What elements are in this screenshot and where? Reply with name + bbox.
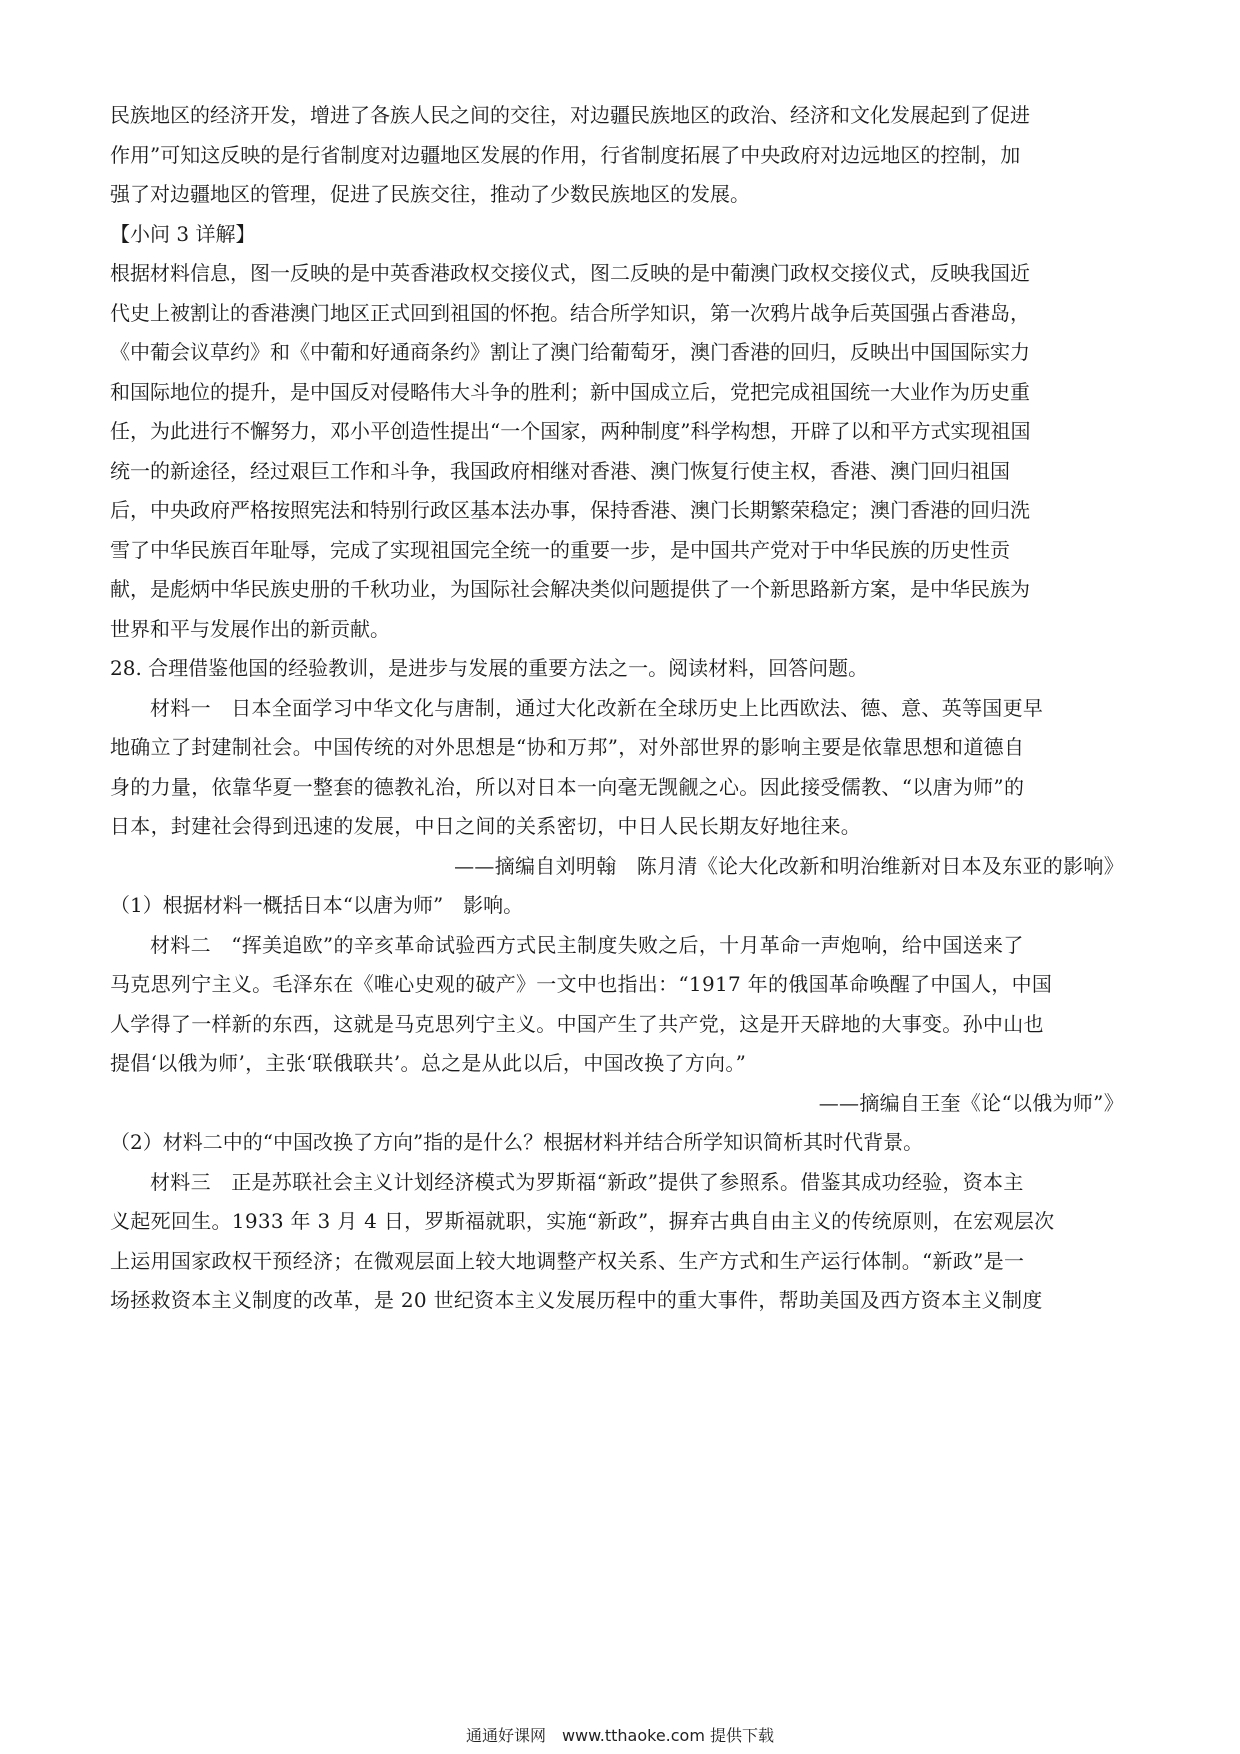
page-footer: 通通好课网 www.tthaoke.com 提供下载: [465, 1726, 775, 1745]
text-line: 根据材料信息，图一反映的是中英香港政权交接仪式，图二反映的是中葡澳门政权交接仪式，反映我国近: [110, 261, 1030, 285]
material-line: 上运用国家政权干预经济；在微观层面上较大地调整产权关系、生产方式和生产运行体制。“新政”是一: [110, 1248, 1025, 1273]
material-line: 材料一 日本全面学习中华文化与唐制，通过大化改新在全球历史上比西欧法、德、意、英等国更早: [150, 695, 1044, 720]
subquestion-3-heading: 【小问 3 详解】: [110, 221, 256, 246]
material-line: 马克思列宁主义。毛泽东在《唯心史观的破产》一文中也指出：“1917 年的俄国革命唤醒了中国人，中国: [110, 972, 1053, 996]
text-line: 后，中央政府严格按照宪法和特别行政区基本法办事，保持香港、澳门长期繁荣稳定；澳门香港的回归洗: [110, 498, 1030, 522]
text-line: 强了对边疆地区的管理，促进了民族交往，推动了少数民族地区的发展。: [110, 182, 750, 206]
material-1-source: ——摘编自刘明翰 陈月清《论大化改新和明治维新对日本及东亚的影响》: [454, 853, 1124, 878]
text-line: 作用”可知这反映的是行省制度对边疆地区发展的作用，行省制度拓展了中央政府对边远地区的控制，加: [110, 142, 1021, 167]
text-line: 《中葡会议草约》和《中葡和好通商条约》割让了澳门给葡萄牙，澳门香港的回归，反映出中国国际实力: [110, 340, 1030, 364]
previous-answer-paragraph: [110, 96, 1130, 215]
material-2-source: ——摘编自王奎《论“以俄为师”》: [818, 1090, 1124, 1115]
document-body: [110, 96, 1130, 1321]
question-28-stem: 28. 合理借鉴他国的经验教训，是进步与发展的重要方法之一。阅读材料，回答问题。: [110, 656, 869, 680]
subquestion-3-answer: [110, 254, 1130, 649]
text-line: 雪了中华民族百年耻辱，完成了实现祖国完全统一的重要一步，是中国共产党对于中华民族的历史性贡: [110, 537, 1010, 562]
subquestion-1-prompt: （1）根据材料一概括日本“以唐为师” 影响。: [110, 893, 524, 917]
text-line: 世界和平与发展作出的新贡献。: [110, 616, 390, 641]
material-line: 人学得了一样新的东西，这就是马克思列宁主义。中国产生了共产党，这是开天辟地的大事变。孙中山也: [110, 1011, 1044, 1036]
material-line: 材料二 “挥美追欧”的辛亥革命试验西方式民主制度失败之后，十月革命一声炮响，给中国送来了: [150, 932, 1024, 957]
subquestion-2-prompt: （2）材料二中的“中国改换了方向”指的是什么？根据材料并结合所学知识简析其时代背景。: [110, 1130, 924, 1154]
material-2: [110, 926, 1130, 1124]
material-line: 场拯救资本主义制度的改革，是 20 世纪资本主义发展历程中的重大事件，帮助美国及西方资本主义制度: [110, 1288, 1043, 1312]
material-line: 提倡‘以俄为师’，主张‘联俄联共’。总之是从此以后，中国改换了方向。”: [110, 1051, 747, 1075]
material-3: [110, 1163, 1130, 1321]
text-line: 献，是彪炳中华民族史册的千秋功业，为国际社会解决类似问题提供了一个新思路新方案，是中华民族为: [110, 577, 1030, 601]
material-1: [110, 689, 1130, 887]
material-line: 日本，封建社会得到迅速的发展，中日之间的关系密切，中日人民长期友好地往来。: [110, 814, 862, 838]
text-line: 民族地区的经济开发，增进了各族人民之间的交往，对边疆民族地区的政治、经济和文化发展起到了促进: [110, 103, 1030, 127]
text-line: 统一的新途径，经过艰巨工作和斗争，我国政府相继对香港、澳门恢复行使主权，香港、澳门回归祖国: [110, 458, 1010, 483]
text-line: 任，为此进行不懈努力，邓小平创造性提出“一个国家，两种制度”科学构想，开辟了以和平方式实现祖国: [110, 419, 1031, 443]
text-line: 和国际地位的提升，是中国反对侵略伟大斗争的胜利；新中国成立后，党把完成祖国统一大业作为历史重: [110, 379, 1030, 404]
material-line: 义起死回生。1933 年 3 月 4 日，罗斯福就职，实施“新政”，摒弃古典自由主义的传统原则，在宏观层次: [110, 1209, 1055, 1233]
material-line: 身的力量，依靠华夏一整套的德教礼治，所以对日本一向毫无觊觎之心。因此接受儒教、“以唐为师”的: [110, 774, 1025, 799]
material-line: 材料三 正是苏联社会主义计划经济模式为罗斯福“新政”提供了参照系。借鉴其成功经验，资本主: [150, 1169, 1024, 1194]
material-line: 地确立了封建制社会。中国传统的对外思想是“协和万邦”，对外部世界的影响主要是依靠思想和道德自: [110, 735, 1025, 759]
text-line: 代史上被割让的香港澳门地区正式回到祖国的怀抱。结合所学知识，第一次鸦片战争后英国强占香港岛，: [110, 300, 1030, 325]
